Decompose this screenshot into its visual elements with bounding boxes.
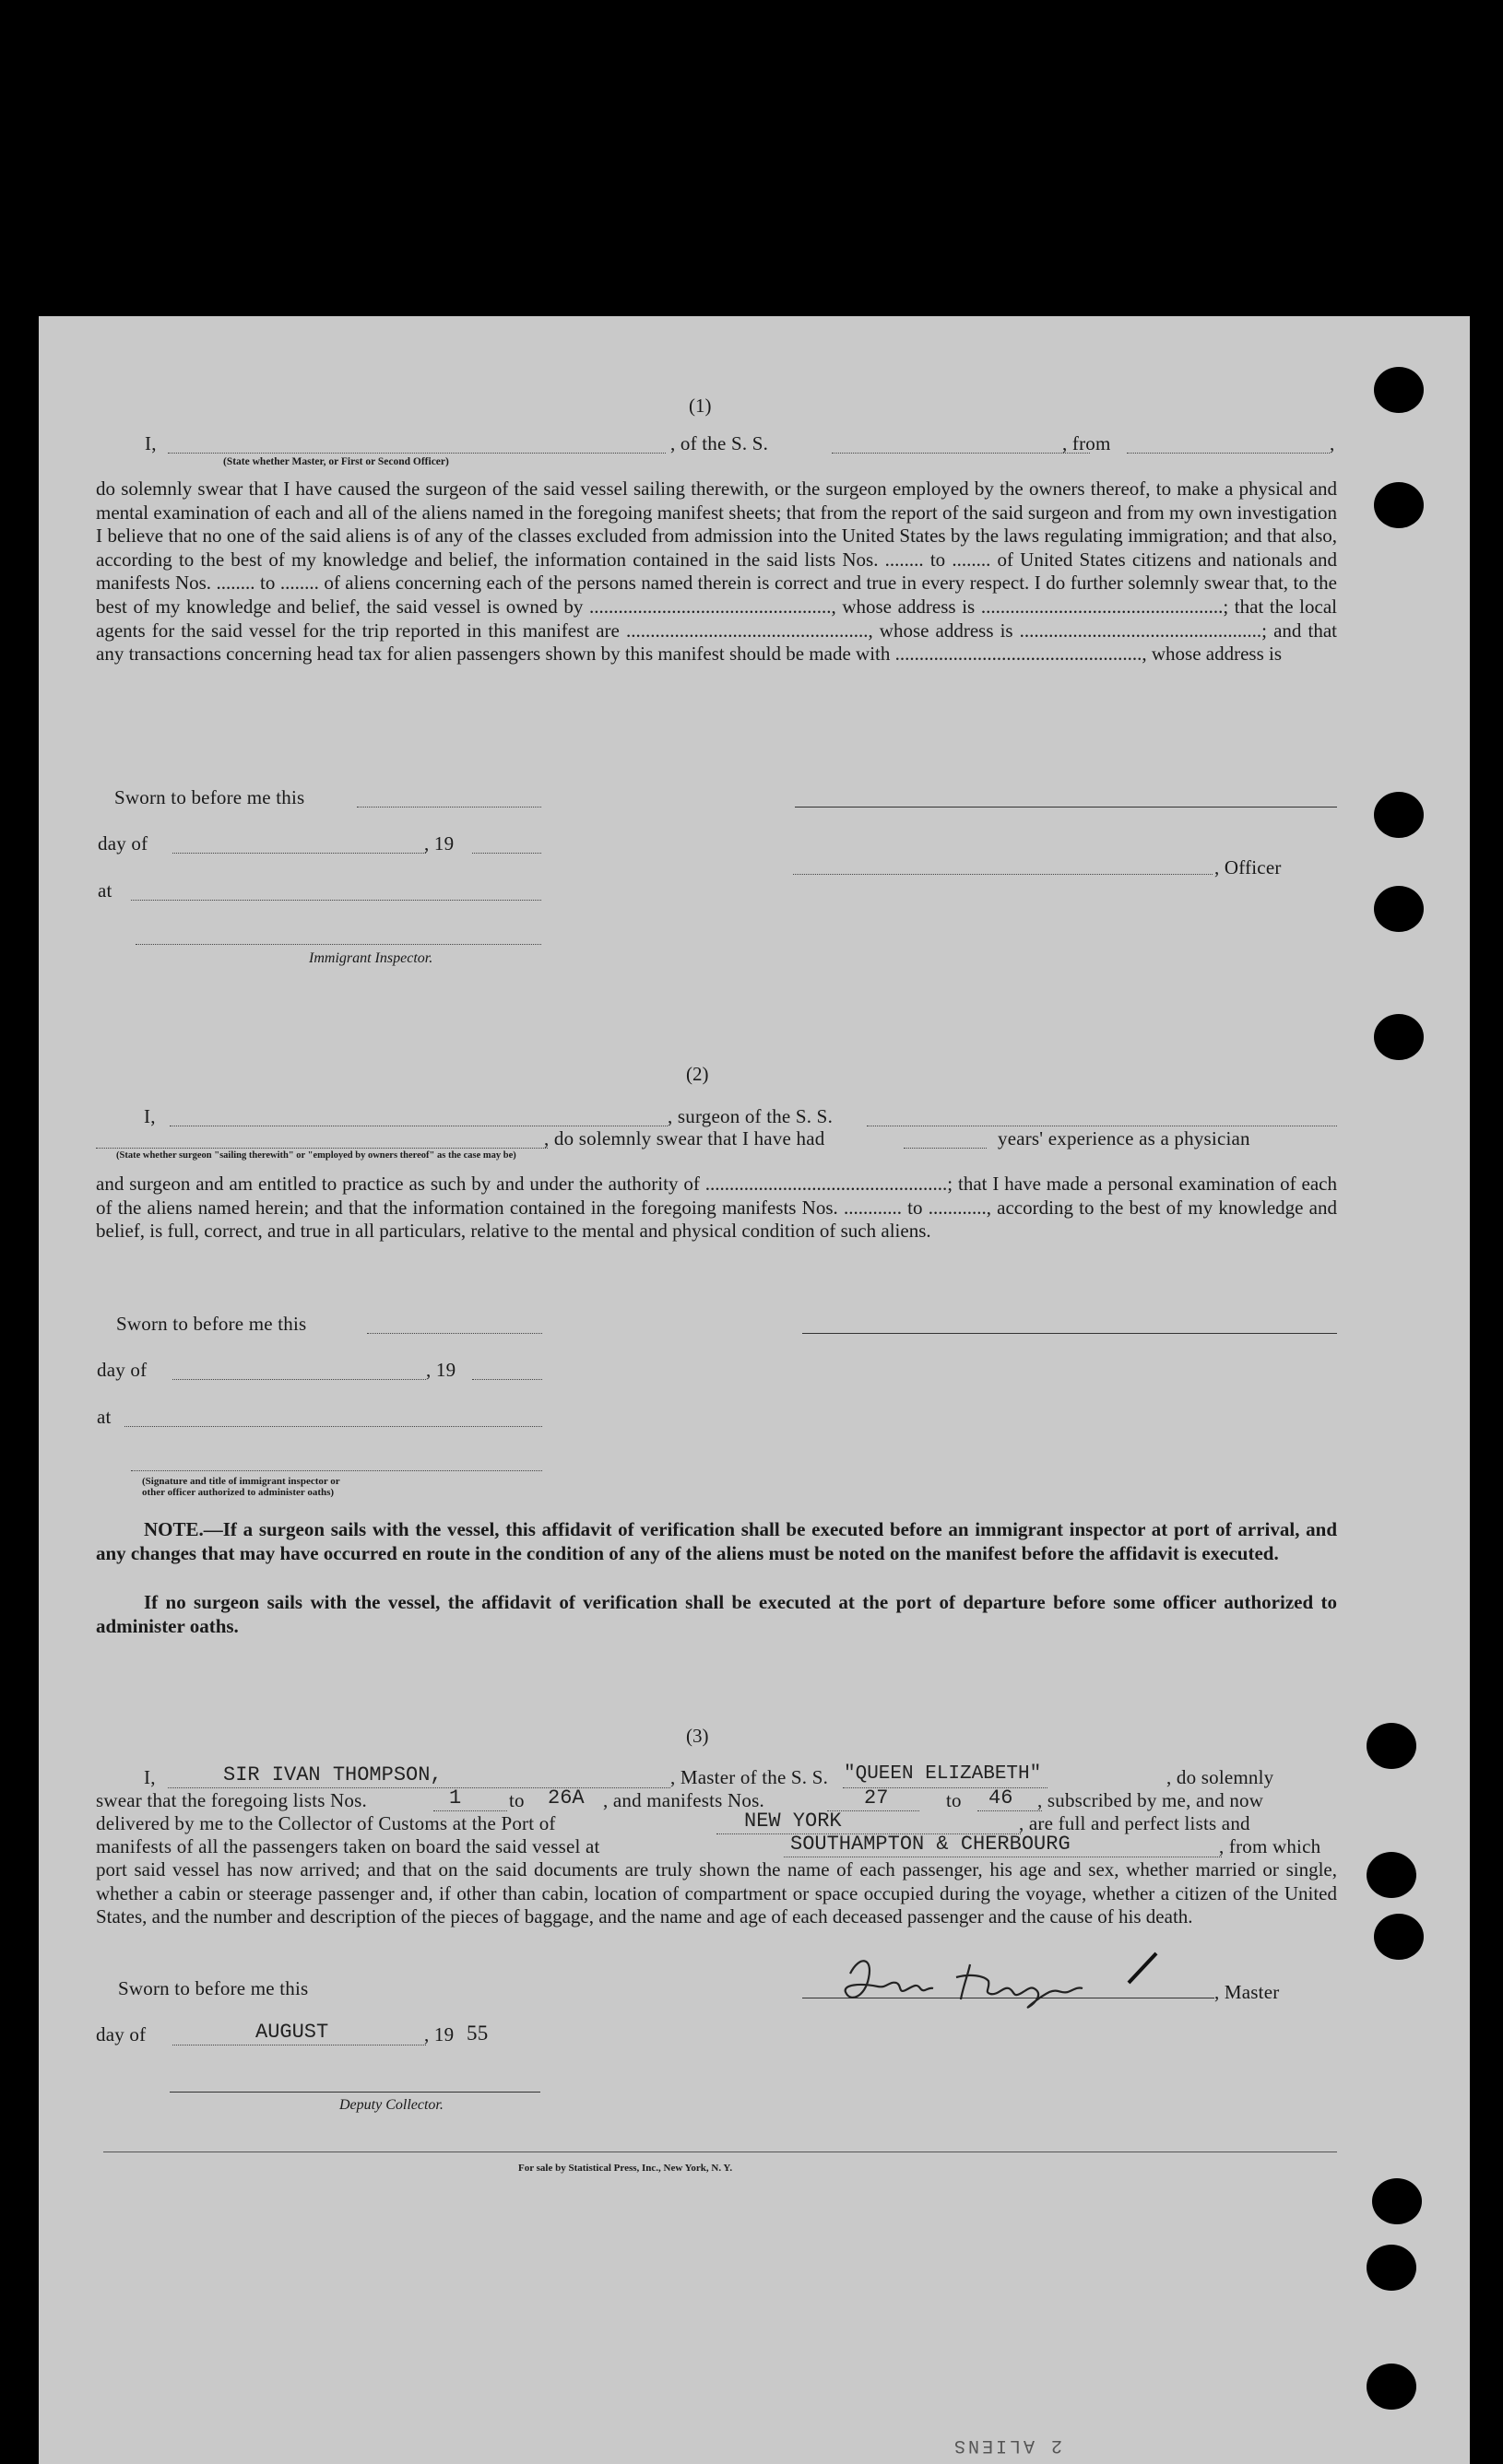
s2-surgeon-label: , surgeon of the S. S. [668,1105,834,1127]
s3-year-suffix[interactable]: 55 [467,2022,489,2045]
s1-at-field[interactable] [131,900,541,901]
s3-from-which: , from which [1219,1835,1321,1857]
s3-sworn-label: Sworn to before me this [118,1977,309,1999]
s3-vessel[interactable]: "QUEEN ELIZABETH" [844,1763,1042,1785]
punch-hole [1374,1014,1424,1060]
s3-delivered: delivered by me to the Collector of Customs at the Port of [96,1812,556,1834]
s3-i-label: I, [144,1766,156,1788]
punch-hole [1367,1723,1416,1769]
s3-swear-lists: swear that the foregoing lists Nos. [96,1789,367,1811]
s1-inspector-label: Immigrant Inspector. [309,950,433,966]
s3-manifests-all: manifests of all the passengers taken on board the said vessel at [96,1835,600,1857]
punch-hole [1374,1914,1424,1960]
s2-caption-2: other officer authorized to administer oaths) [142,1487,335,1498]
s3-to-1: to [509,1789,525,1811]
s3-master-name[interactable]: SIR IVAN THOMPSON, [223,1763,443,1786]
s3-list-from[interactable]: 1 [449,1786,462,1810]
note-para-1: NOTE.—If a surgeon sails with the vessel, this affidavit of verification shall be executed before an immigrant inspector at port of arrival, and any changes that may have occurred en route in the condition of any of the aliens must be noted on the manifest before the affidavit is executed. [96,1518,1337,1564]
s3-list-from-line [433,1810,507,1811]
s1-inspector-line[interactable] [136,944,541,945]
s1-of-ss-label: , of the S. S. [670,432,769,454]
punch-hole [1374,792,1424,838]
s1-officer-field[interactable] [793,874,1213,875]
s2-day-label: day of [97,1359,148,1381]
s2-caption: (State whether surgeon "sailing therewith" or "employed by owners thereof" as the case may be) [116,1150,516,1161]
s2-month-field[interactable] [172,1379,426,1380]
section1-number: (1) [689,395,712,417]
punch-hole [1367,2364,1416,2410]
note-para-2: If no surgeon sails with the vessel, the affidavit of verification shall be executed at the port of departure before some officer authorized to administer oaths. [96,1591,1337,1637]
s2-sworn-day-field[interactable] [367,1333,542,1334]
s2-body: and surgeon and am entitled to practice as such by and under the authority of ..................................................; that I have made a personal examination of each of the aliens named herein; and that the information contained in the foregoing manifests Nos. ............ to ............, according to the best of my knowledge and belief, is full, correct, and true in all particulars, relative to the mental and physical condition of such aliens. [96,1173,1337,1243]
s3-list-to[interactable]: 26A [548,1786,585,1810]
s2-i-label: I, [144,1105,156,1127]
section3-number: (3) [686,1725,709,1747]
s3-day-label: day of [96,2023,147,2045]
s3-master-of-label: , Master of the S. S. [670,1766,829,1788]
s3-full-perfect: , are full and perfect lists and [1019,1812,1250,1834]
punch-hole [1367,1852,1416,1898]
s2-years-label: years' experience as a physician [998,1127,1250,1149]
s1-officer-title-field[interactable] [168,453,666,454]
s3-deputy-line [170,2092,540,2093]
s1-signature-line[interactable] [795,807,1337,808]
s2-at-label: at [97,1406,112,1428]
s2-sworn-label: Sworn to before me this [116,1313,307,1335]
s3-year-prefix: , 19 [424,2023,455,2045]
s1-year-label: , 19 [424,832,455,855]
s3-deputy-label: Deputy Collector. [339,2097,444,2113]
s1-month-field[interactable] [172,853,426,854]
punch-hole [1374,482,1424,528]
bottom-mark: 2 ALIENS [952,2435,1063,2456]
s1-vessel-field[interactable] [832,453,1090,454]
manifest-page [39,316,1470,2464]
punch-hole [1367,2245,1416,2291]
s3-master-label: , Master [1214,1981,1280,2003]
s3-manifest-to-line [977,1810,1042,1811]
punch-hole [1374,886,1424,932]
s1-officer-label: , Officer [1214,856,1282,878]
s2-year-field[interactable] [472,1379,542,1380]
s1-sworn-day-field[interactable] [357,807,541,808]
s3-month[interactable]: AUGUST [255,2021,329,2044]
section2-number: (2) [686,1063,709,1085]
s1-at-label: at [98,879,112,902]
s3-port[interactable]: NEW YORK [744,1810,842,1833]
s2-years-field[interactable] [904,1148,987,1149]
punch-hole [1374,367,1424,413]
s1-year-field[interactable] [472,853,541,854]
s1-from-field[interactable] [1127,453,1330,454]
s1-from-label: , from [1062,432,1111,454]
s2-caption-1: (Signature and title of immigrant inspector or [142,1476,340,1487]
s2-signature-line[interactable] [802,1333,1337,1334]
s2-inspector-line[interactable] [131,1470,542,1471]
s2-year-label: , 19 [426,1359,456,1381]
s2-capacity-field[interactable] [96,1148,548,1149]
s1-day-label: day of [98,832,148,855]
s3-master-name-line [168,1787,670,1788]
s1-sworn-label: Sworn to before me this [114,786,305,808]
s2-at-field[interactable] [124,1426,542,1427]
master-signature [832,1946,1182,2012]
s3-do-solemnly: , do solemnly [1166,1766,1274,1788]
s3-manifest-from[interactable]: 27 [864,1786,889,1810]
s1-end-comma: , [1330,432,1335,454]
footer-printer: For sale by Statistical Press, Inc., New York, N. Y. [518,2163,733,2174]
s3-manifest-to[interactable]: 46 [988,1786,1013,1810]
s3-departure[interactable]: SOUTHAMPTON & CHERBOURG [790,1833,1071,1856]
s1-i-label: I, [145,432,157,454]
s3-body: port said vessel has now arrived; and that on the said documents are truly shown the name of each passenger, his age and sex, whether married or single, whether a cabin or steerage passenger and, if other than cabin, location of compartment or space occupied during the voyage, whether a citizen of the United States, and the number and description of the pieces of baggage, and the name and age of each deceased passenger and the cause of his death. [96,1858,1337,1928]
s2-swear-label: , do solemnly swear that I have had [544,1127,825,1149]
s3-and-manifests: , and manifests Nos. [603,1789,764,1811]
s1-caption: (State whether Master, or First or Second Officer) [223,456,449,467]
s1-body: do solemnly swear that I have caused the surgeon of the said vessel sailing therewith, or the surgeon employed by the owners thereof, to make a physical and mental examination of each and all of the aliens named in the foregoing manifest sheets; that from the report of the said surgeon and from my own investigation I believe that no one of the said aliens is of any of the classes excluded from admission into the United States by the laws regulating immigration; and that also, according to the best of my knowledge and belief, the information contained in the said lists Nos. ........ to ........ of United States citizens and nationals and manifests Nos. ........ to ........ of aliens concerning each of the persons named therein is correct and true in every respect. I do further solemnly swear that, to the best of my knowledge and belief, the said vessel is owned by .................................................., whose address is ..................................................; that the local agents for the said vessel for the trip reported in this manifest are .................................................., whose address is ..................................................; and that any transactions concerning head tax for alien passengers shown by this manifest should be made with ..................................................., whose address is [96,477,1337,666]
s3-to-2: to [946,1789,962,1811]
s3-subscribed: , subscribed by me, and now [1037,1789,1264,1811]
punch-hole [1372,2178,1422,2224]
